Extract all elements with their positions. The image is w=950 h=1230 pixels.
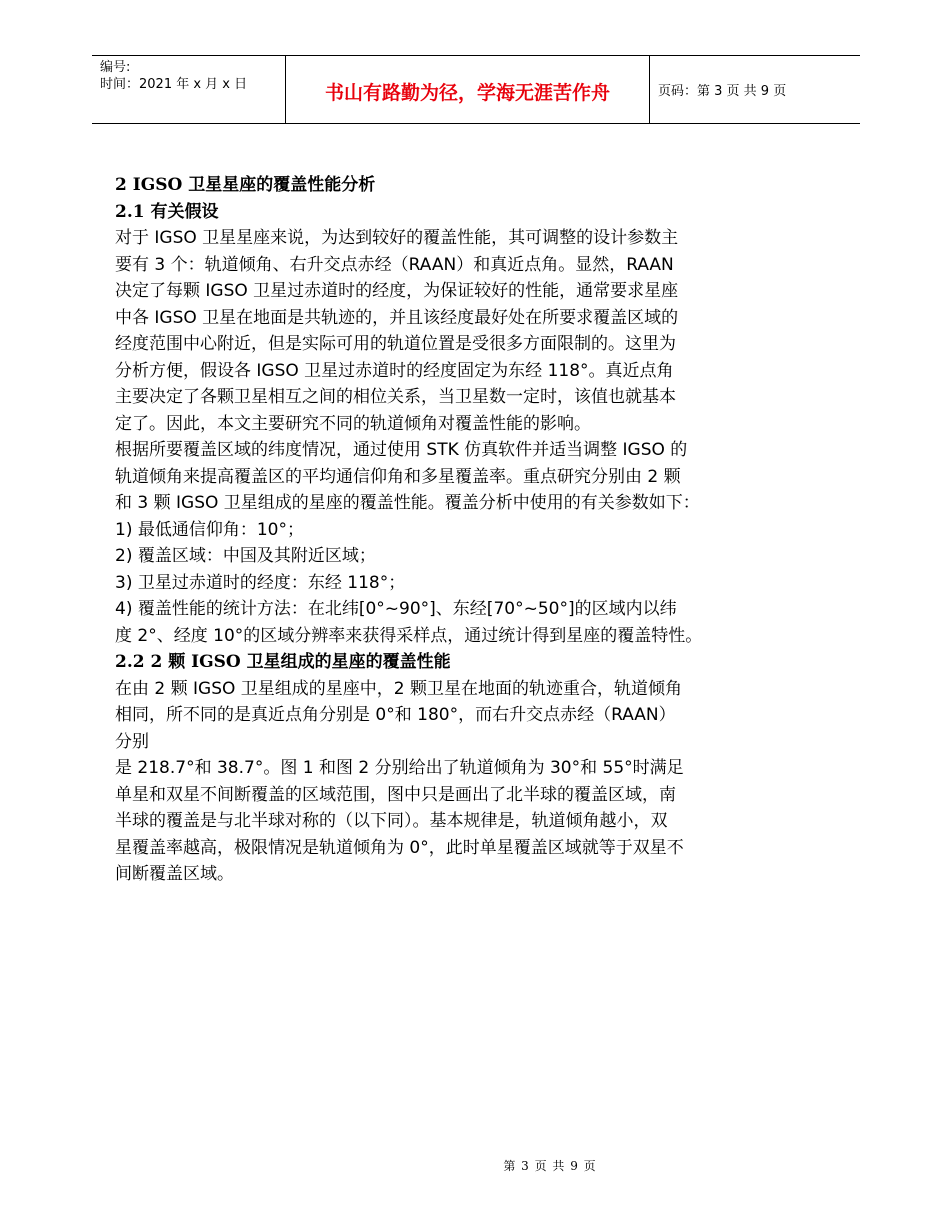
- subsection-title: 2.1 有关假设: [115, 201, 219, 222]
- list-item: 4) 覆盖性能的统计方法：在北纬[0°~90°]、东经[70°~50°]的区域内以纬: [115, 599, 677, 619]
- parameter-list: [115, 517, 850, 650]
- text-line: 轨道倾角来提高覆盖区的平均通信仰角和多星覆盖率。重点研究分别由 2 颗: [115, 466, 681, 487]
- document-body: [115, 172, 850, 888]
- text-line: 对于 IGSO 卫星星座来说，为达到较好的覆盖性能，其可调整的设计参数主: [115, 228, 679, 248]
- text-line: 定了。因此，本文主要研究不同的轨道倾角对覆盖性能的影响。: [115, 413, 591, 434]
- text-line: 要有 3 个：轨道倾角、右升交点赤经（RAAN）和真近点角。显然，RAAN: [115, 254, 674, 275]
- footer-page-number: 第 3 页 共 9 页: [503, 1159, 597, 1173]
- header-meta: [100, 59, 247, 93]
- header-page-info: 页码：第 3 页 共 9 页: [658, 84, 787, 99]
- paragraph-assumptions: [115, 225, 850, 437]
- text-line: 在由 2 颗 IGSO 卫星组成的星座中，2 颗卫星在地面的轨迹重合，轨道倾角: [115, 678, 683, 699]
- list-item: 1) 最低通信仰角：10°；: [115, 519, 304, 540]
- text-line: 分析方便，假设各 IGSO 卫星过赤道时的经度固定为东经 118°。真近点角: [115, 360, 674, 381]
- header-divider: [649, 56, 650, 123]
- text-line: 间断覆盖区域。: [115, 864, 234, 884]
- text-line: 相同，所不同的是真近点角分别是 0°和 180°，而右升交点赤经（RAAN）: [115, 705, 676, 725]
- text-line: 单星和双星不间断覆盖的区域范围，图中只是画出了北半球的覆盖区域，南: [115, 784, 676, 805]
- page-footer: [0, 1157, 950, 1174]
- text-line: 分别: [115, 731, 149, 752]
- time-label: 时间：2021 年 x 月 x 日: [100, 77, 248, 92]
- paragraph-method: [115, 437, 850, 517]
- text-line: 主要决定了各颗卫星相互之间的相位关系，当卫星数一定时，该值也就基本: [115, 387, 676, 407]
- subsection-title: 2.2 2 颗 IGSO 卫星组成的星座的覆盖性能: [115, 652, 451, 672]
- text-line: 经度范围中心附近，但是实际可用的轨道位置是受很多方面限制的。这里为: [115, 334, 676, 354]
- text-line: 根据所要覆盖区域的纬度情况，通过使用 STK 仿真软件并适当调整 IGSO 的: [115, 440, 688, 460]
- text-line: 是 218.7°和 38.7°。图 1 和图 2 分别给出了轨道倾角为 30°和 55°时满足: [115, 758, 684, 778]
- text-line: 中各 IGSO 卫星在地面是共轨迹的，并且该经度最好处在所要求覆盖区域的: [115, 307, 679, 328]
- section-title: 2 IGSO 卫星星座的覆盖性能分析: [115, 175, 376, 195]
- text-line: 星覆盖率越高，极限情况是轨道倾角为 0°，此时单星覆盖区域就等于双星不: [115, 837, 684, 858]
- page-header: [92, 55, 860, 124]
- list-item: 3) 卫星过赤道时的经度：东经 118°；: [115, 572, 406, 593]
- paragraph-two-satellites: [115, 676, 850, 888]
- text-line: 和 3 颗 IGSO 卫星组成的星座的覆盖性能。覆盖分析中使用的有关参数如下：: [115, 493, 700, 513]
- list-item: 度 2°、经度 10°的区域分辨率来获得采样点，通过统计得到星座的覆盖特性。: [115, 625, 703, 646]
- list-item: 2) 覆盖区域：中国及其附近区域；: [115, 546, 376, 566]
- text-line: 决定了每颗 IGSO 卫星过赤道时的经度，为保证较好的性能，通常要求星座: [115, 281, 679, 301]
- number-label: 编号:: [100, 60, 131, 75]
- header-motto: 书山有路勤为径，学海无涯苦作舟: [324, 82, 610, 104]
- text-line: 半球的覆盖是与北半球对称的（以下同）。基本规律是，轨道倾角越小，双: [115, 811, 668, 831]
